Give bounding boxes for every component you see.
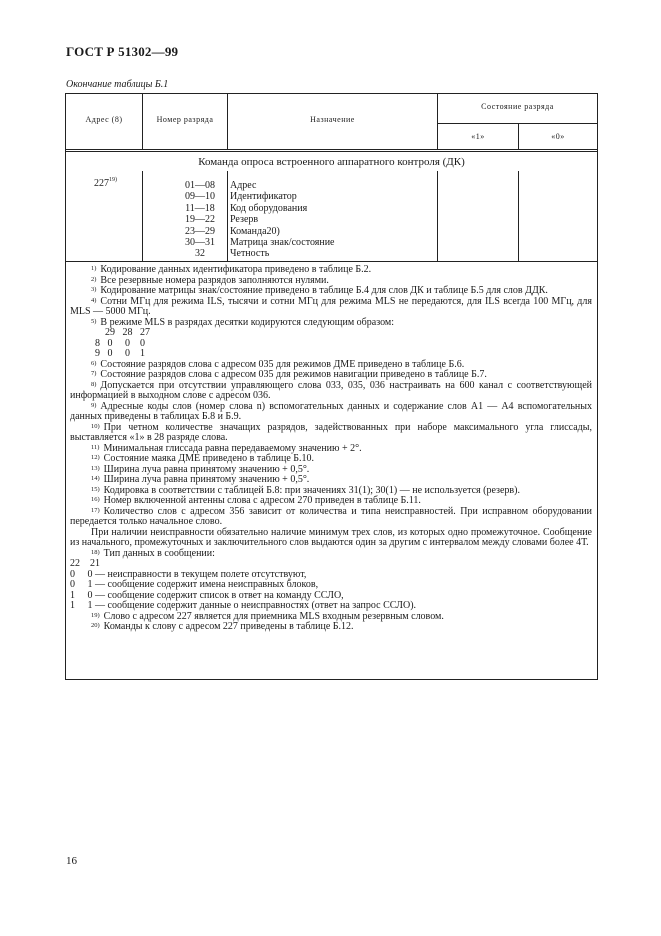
footnote-mark: 6) bbox=[91, 359, 97, 367]
footnote-mark: 15) bbox=[91, 485, 100, 493]
column-header-address: Адрес (8) bbox=[85, 115, 123, 124]
footnote-text: Команды к слову с адресом 227 приведены в таблице Б.12. bbox=[103, 621, 354, 632]
footnote bbox=[70, 507, 592, 528]
bit-number: 19—22 bbox=[185, 214, 215, 226]
column-header-state-zero: «0» bbox=[551, 132, 565, 141]
footnote-text: Ширина луча равна принятому значению + 0,5°. bbox=[103, 463, 310, 475]
table-caption: Окончание таблицы Б.1 bbox=[66, 79, 169, 90]
footnote bbox=[70, 423, 592, 444]
footnote-mark: 8) bbox=[91, 380, 97, 388]
footnote-text: При четном количестве значащих разрядов, задействованных при наборе максимального угла глиссады, выставляется «1» в 28 разряде слова. bbox=[70, 421, 592, 443]
address-footnote-mark: 19) bbox=[109, 177, 117, 183]
address-cell bbox=[94, 178, 117, 189]
note-code-table-row: 8 0 0 0 bbox=[70, 337, 145, 349]
footnote bbox=[70, 622, 592, 633]
footnote-mark: 14) bbox=[91, 475, 100, 482]
footnote-mark: 3) bbox=[91, 286, 97, 293]
footnote-mark: 1) bbox=[91, 265, 97, 272]
col-divider bbox=[518, 171, 519, 261]
section-title: Команда опроса встроенного аппаратного контроля (ДК) bbox=[198, 156, 465, 168]
footnote-mark: 17) bbox=[91, 506, 100, 514]
footnote-text: Адресные коды слов (номер слова n) вспомогательных данных и содержание слов А1 — А4 вспомогательных данных приведены в таблицах Б.8 и Б.9. bbox=[70, 400, 592, 422]
footnote-text: Состояние разрядов слова с адресом 035 для режимов ДМЕ приведено в таблице Б.6. bbox=[100, 358, 465, 370]
footnote-text: Кодирование матрицы знак/состояние приведено в таблице Б.4 для слов ДК и таблице Б.5 для слов ДДК. bbox=[100, 285, 548, 296]
bit-number-list bbox=[172, 180, 228, 260]
note-code-table-row: 9 0 0 1 bbox=[70, 348, 145, 359]
footnote-text: Все резервные номера разрядов заполняются нулями. bbox=[100, 274, 329, 286]
note-data-type-row: 1 0 — сообщение содержит список в ответ на команду ССЛО, bbox=[70, 589, 344, 601]
footnote bbox=[70, 297, 592, 318]
footnote-mark: 10) bbox=[91, 422, 100, 430]
footnote-text: Минимальная глиссада равна передаваемому значению + 2°. bbox=[103, 442, 362, 454]
footnote-mark: 9) bbox=[91, 401, 97, 409]
footnote-text: Ширина луча равна принятому значению + 0,5°. bbox=[103, 474, 310, 485]
footnote-mark: 2) bbox=[91, 275, 97, 283]
footnote-mark: 12) bbox=[91, 454, 100, 461]
address-value: 227 bbox=[94, 178, 109, 189]
bit-number: 11—18 bbox=[185, 202, 215, 214]
footnotes bbox=[66, 265, 596, 633]
note-data-type-row: 0 0 — неисправности в текущем полете отсутствуют, bbox=[70, 568, 307, 580]
footnote bbox=[70, 549, 592, 560]
footnote-text: Сотни МГц для режима ILS, тысячи и сотни МГц для режима MLS не передаются, для ILS всегда 100 МГц, для MLS — 5000 МГц. bbox=[70, 295, 592, 317]
purpose-text: Адрес bbox=[230, 180, 257, 191]
footnote-mark: 7) bbox=[91, 370, 97, 377]
purpose-text: Четность bbox=[230, 248, 270, 260]
footnote-mark: 20) bbox=[91, 622, 100, 629]
column-header-bit-state: Состояние разряда bbox=[481, 102, 554, 111]
footnote-mark: 18) bbox=[91, 548, 100, 556]
footnote bbox=[70, 402, 592, 423]
col-divider bbox=[142, 171, 143, 261]
col-divider bbox=[437, 171, 438, 261]
bit-number: 32 bbox=[195, 248, 205, 260]
footnote-text: Слово с адресом 227 является для приемника MLS входным резервным словом. bbox=[103, 610, 444, 622]
footnote-text: При наличии неисправности обязательно наличие минимум трех слов, из которых одно промежуточное. Сообщение из начального, промежуточных и заключительного слов выдаются один за другим с интервалом между словами более 4Т. bbox=[70, 526, 592, 548]
bit-number: 01—08 bbox=[185, 180, 215, 191]
footnote-text: Кодирование данных идентификатора приведено в таблице Б.2. bbox=[100, 264, 372, 275]
page-number: 16 bbox=[66, 855, 77, 867]
footnote-text: Количество слов с адресом 356 зависит от количества и типа неисправностей. При исправном оборудовании передается только начальное слово. bbox=[70, 505, 592, 527]
note-data-type-row: 0 1 — сообщение содержит имена неисправных блоков, bbox=[70, 579, 319, 590]
bit-number: 23—29 bbox=[185, 225, 215, 237]
column-header-bit-number: Номер разряда bbox=[156, 115, 214, 124]
body-divider bbox=[66, 261, 597, 262]
footnote-text: Состояние маяка ДМЕ приведено в таблице Б.10. bbox=[103, 453, 314, 464]
footnote-text: Допускается при отсутствии управляющего слова 033, 035, 036 настраивать на 600 канал с соответствующей информацией в выходном слове с адресом 036. bbox=[70, 379, 592, 401]
purpose-list bbox=[230, 180, 335, 260]
footnote-text: Номер включенной антенны слова с адресом 270 приведен в таблице Б.11. bbox=[103, 495, 421, 506]
footnote bbox=[70, 528, 592, 549]
footnote-text: Состояние разрядов слова с адресом 035 для режимов навигации приведено в таблице Б.7. bbox=[100, 369, 487, 380]
footnote-mark: 16) bbox=[91, 496, 100, 503]
footnote-mark: 19) bbox=[91, 611, 100, 619]
footnote-text: Тип данных в сообщении: bbox=[103, 547, 215, 559]
table-frame bbox=[65, 93, 598, 680]
footnote-mark: 4) bbox=[91, 296, 97, 304]
purpose-text: Команда20) bbox=[230, 225, 280, 237]
footnote-text: В режиме MLS в разрядах десятки кодируются следующим образом: bbox=[100, 316, 394, 328]
footnote-mark: 13) bbox=[91, 464, 100, 472]
column-header-state-one: «1» bbox=[471, 132, 485, 141]
footnote-text: Кодировка в соответствии с таблицей Б.8: при значениях 31(1); 30(1) — не используется (резерв). bbox=[103, 484, 520, 496]
footnote bbox=[70, 381, 592, 402]
purpose-text: Код оборудования bbox=[230, 202, 308, 214]
bit-number: 30—31 bbox=[185, 237, 215, 249]
note-data-type-row: 1 1 — сообщение содержит данные о неисправностях (ответ на запрос ССЛО). bbox=[70, 600, 417, 611]
footnote-mark: 11) bbox=[91, 443, 100, 451]
purpose-text: Идентификатор bbox=[230, 191, 297, 203]
footnote-mark: 5) bbox=[91, 317, 97, 325]
note-code-table-row: 29 28 27 bbox=[70, 327, 150, 338]
header-bottom-border-double bbox=[66, 151, 597, 152]
bit-number: 09—10 bbox=[185, 191, 215, 203]
header-bottom-border bbox=[66, 149, 597, 150]
note-data-type-row: 22 21 bbox=[70, 558, 100, 569]
document-header: ГОСТ Р 51302—99 bbox=[66, 44, 179, 59]
purpose-text: Матрица знак/состояние bbox=[230, 237, 335, 249]
purpose-text: Резерв bbox=[230, 214, 259, 226]
header-subdivider bbox=[437, 123, 597, 124]
column-header-purpose: Назначение bbox=[310, 115, 355, 124]
